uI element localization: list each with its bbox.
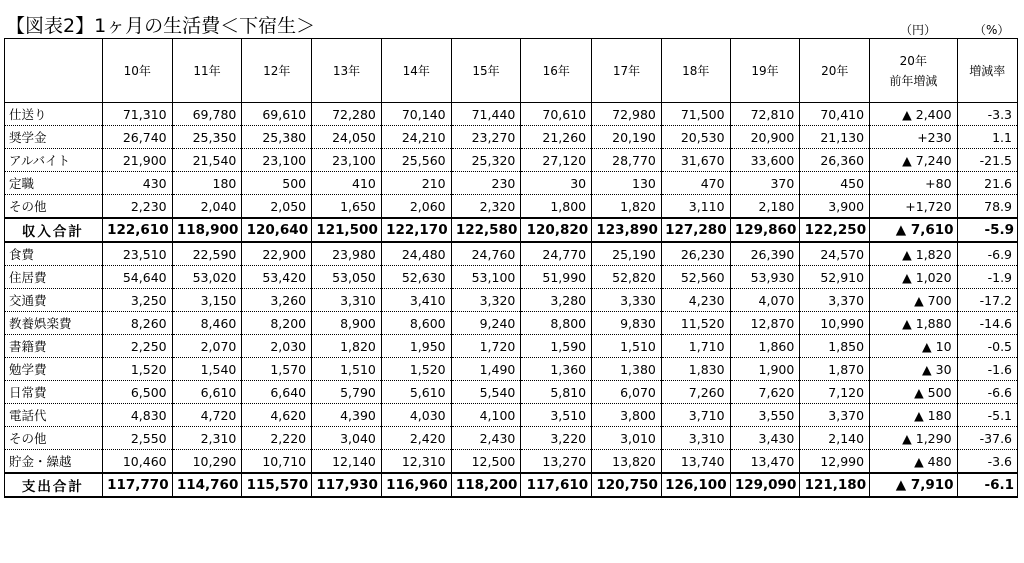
value-cell: 72,810 <box>730 103 800 126</box>
value-cell: 4,100 <box>451 404 521 427</box>
value-cell: 1,510 <box>592 335 662 358</box>
value-cell: 8,600 <box>381 312 451 335</box>
value-cell: 1,380 <box>592 358 662 381</box>
change-cell: ▲ 1,820 <box>870 242 957 266</box>
header-corner-cell <box>5 39 103 103</box>
year-header: 16年 <box>521 39 592 103</box>
value-cell: 2,320 <box>451 195 521 219</box>
value-cell: 52,820 <box>592 266 662 289</box>
value-cell: 22,590 <box>172 242 242 266</box>
table-row <box>5 450 1018 474</box>
value-cell: 115,570 <box>242 473 312 497</box>
value-cell: 121,180 <box>800 473 870 497</box>
value-cell: 3,430 <box>730 427 800 450</box>
value-cell: 116,960 <box>381 473 451 497</box>
value-cell: 2,430 <box>451 427 521 450</box>
value-cell: 53,930 <box>730 266 800 289</box>
value-cell: 117,610 <box>521 473 592 497</box>
value-cell: 22,900 <box>242 242 312 266</box>
value-cell: 2,060 <box>381 195 451 219</box>
change-cell: ▲ 7,610 <box>870 218 957 242</box>
value-cell: 25,350 <box>172 126 242 149</box>
value-cell: 2,070 <box>172 335 242 358</box>
value-cell: 3,150 <box>172 289 242 312</box>
rate-cell: -6.9 <box>957 242 1017 266</box>
value-cell: 23,100 <box>242 149 312 172</box>
table-row <box>5 427 1018 450</box>
value-cell: 23,270 <box>451 126 521 149</box>
value-cell: 20,190 <box>592 126 662 149</box>
value-cell: 2,220 <box>242 427 312 450</box>
value-cell: 52,560 <box>661 266 730 289</box>
value-cell: 25,320 <box>451 149 521 172</box>
value-cell: 4,230 <box>661 289 730 312</box>
value-cell: 24,050 <box>312 126 382 149</box>
value-cell: 10,710 <box>242 450 312 474</box>
value-cell: 1,710 <box>661 335 730 358</box>
value-cell: 117,770 <box>102 473 172 497</box>
value-cell: 26,390 <box>730 242 800 266</box>
rate-cell: -14.6 <box>957 312 1017 335</box>
change-cell: ▲ 10 <box>870 335 957 358</box>
change-cell: ▲ 2,400 <box>870 103 957 126</box>
change-cell: ▲ 480 <box>870 450 957 474</box>
value-cell: 5,610 <box>381 381 451 404</box>
change-cell: ▲ 1,880 <box>870 312 957 335</box>
value-cell: 10,460 <box>102 450 172 474</box>
value-cell: 6,640 <box>242 381 312 404</box>
value-cell: 120,750 <box>592 473 662 497</box>
value-cell: 27,120 <box>521 149 592 172</box>
value-cell: 24,210 <box>381 126 451 149</box>
value-cell: 2,250 <box>102 335 172 358</box>
change-cell: ▲ 1,020 <box>870 266 957 289</box>
year-header: 13年 <box>312 39 382 103</box>
change-cell: ▲ 700 <box>870 289 957 312</box>
row-label: 奨学金 <box>5 126 103 149</box>
value-cell: 3,900 <box>800 195 870 219</box>
value-cell: 70,410 <box>800 103 870 126</box>
row-label: 支出合計 <box>5 473 103 497</box>
rate-cell: 21.6 <box>957 172 1017 195</box>
row-label: 電話代 <box>5 404 103 427</box>
value-cell: 120,820 <box>521 218 592 242</box>
value-cell: 3,370 <box>800 404 870 427</box>
rate-cell: -1.9 <box>957 266 1017 289</box>
value-cell: 3,310 <box>661 427 730 450</box>
value-cell: 430 <box>102 172 172 195</box>
value-cell: 2,050 <box>242 195 312 219</box>
value-cell: 2,310 <box>172 427 242 450</box>
value-cell: 70,610 <box>521 103 592 126</box>
value-cell: 1,540 <box>172 358 242 381</box>
value-cell: 122,580 <box>451 218 521 242</box>
change-cell: ▲ 1,290 <box>870 427 957 450</box>
table-row <box>5 126 1018 149</box>
value-cell: 23,100 <box>312 149 382 172</box>
value-cell: 129,860 <box>730 218 800 242</box>
value-cell: 1,950 <box>381 335 451 358</box>
value-cell: 450 <box>800 172 870 195</box>
year-header: 19年 <box>730 39 800 103</box>
value-cell: 26,230 <box>661 242 730 266</box>
row-label: 教養娯楽費 <box>5 312 103 335</box>
rate-cell: -37.6 <box>957 427 1017 450</box>
value-cell: 53,100 <box>451 266 521 289</box>
value-cell: 25,560 <box>381 149 451 172</box>
value-cell: 1,650 <box>312 195 382 219</box>
value-cell: 8,900 <box>312 312 382 335</box>
value-cell: 118,200 <box>451 473 521 497</box>
table-row <box>5 404 1018 427</box>
value-cell: 2,140 <box>800 427 870 450</box>
row-label: 日常費 <box>5 381 103 404</box>
value-cell: 126,100 <box>661 473 730 497</box>
value-cell: 71,310 <box>102 103 172 126</box>
value-cell: 70,140 <box>381 103 451 126</box>
value-cell: 20,530 <box>661 126 730 149</box>
value-cell: 72,980 <box>592 103 662 126</box>
rate-cell: -1.6 <box>957 358 1017 381</box>
row-label: その他 <box>5 427 103 450</box>
value-cell: 3,710 <box>661 404 730 427</box>
value-cell: 21,540 <box>172 149 242 172</box>
value-cell: 52,910 <box>800 266 870 289</box>
value-cell: 12,990 <box>800 450 870 474</box>
value-cell: 3,550 <box>730 404 800 427</box>
value-cell: 24,570 <box>800 242 870 266</box>
value-cell: 28,770 <box>592 149 662 172</box>
value-cell: 31,670 <box>661 149 730 172</box>
value-cell: 7,120 <box>800 381 870 404</box>
year-header: 20年 <box>800 39 870 103</box>
value-cell: 3,320 <box>451 289 521 312</box>
value-cell: 24,480 <box>381 242 451 266</box>
rate-cell: 78.9 <box>957 195 1017 219</box>
value-cell: 12,310 <box>381 450 451 474</box>
rate-cell: -3.6 <box>957 450 1017 474</box>
value-cell: 21,260 <box>521 126 592 149</box>
row-label: 食費 <box>5 242 103 266</box>
value-cell: 24,770 <box>521 242 592 266</box>
value-cell: 72,280 <box>312 103 382 126</box>
value-cell: 25,380 <box>242 126 312 149</box>
value-cell: 1,720 <box>451 335 521 358</box>
value-cell: 4,720 <box>172 404 242 427</box>
value-cell: 8,260 <box>102 312 172 335</box>
value-cell: 11,520 <box>661 312 730 335</box>
rate-header: 増減率 <box>957 39 1017 103</box>
table-row <box>5 149 1018 172</box>
row-label: 収入合計 <box>5 218 103 242</box>
table-row <box>5 195 1018 219</box>
value-cell: 3,220 <box>521 427 592 450</box>
value-cell: 69,780 <box>172 103 242 126</box>
value-cell: 1,520 <box>381 358 451 381</box>
value-cell: 52,630 <box>381 266 451 289</box>
value-cell: 13,470 <box>730 450 800 474</box>
value-cell: 12,140 <box>312 450 382 474</box>
value-cell: 121,500 <box>312 218 382 242</box>
value-cell: 1,900 <box>730 358 800 381</box>
value-cell: 25,190 <box>592 242 662 266</box>
total-row <box>5 218 1018 242</box>
year-header: 14年 <box>381 39 451 103</box>
table-row <box>5 242 1018 266</box>
rate-cell: -5.9 <box>957 218 1017 242</box>
table-title: 【図表2】1ヶ月の生活費＜下宿生＞ <box>6 15 316 37</box>
change-header-label: 前年増減 <box>889 73 938 88</box>
value-cell: 4,070 <box>730 289 800 312</box>
value-cell: 71,500 <box>661 103 730 126</box>
year-header: 10年 <box>102 39 172 103</box>
table-row <box>5 358 1018 381</box>
value-cell: 9,240 <box>451 312 521 335</box>
value-cell: 13,740 <box>661 450 730 474</box>
value-cell: 1,360 <box>521 358 592 381</box>
rate-cell: -3.3 <box>957 103 1017 126</box>
value-cell: 23,510 <box>102 242 172 266</box>
year-header: 15年 <box>451 39 521 103</box>
year-header: 11年 <box>172 39 242 103</box>
value-cell: 10,290 <box>172 450 242 474</box>
value-cell: 118,900 <box>172 218 242 242</box>
value-cell: 117,930 <box>312 473 382 497</box>
value-cell: 180 <box>172 172 242 195</box>
value-cell: 1,800 <box>521 195 592 219</box>
value-cell: 20,900 <box>730 126 800 149</box>
value-cell: 1,850 <box>800 335 870 358</box>
value-cell: 3,250 <box>102 289 172 312</box>
value-cell: 1,860 <box>730 335 800 358</box>
value-cell: 33,600 <box>730 149 800 172</box>
value-cell: 122,610 <box>102 218 172 242</box>
value-cell: 8,800 <box>521 312 592 335</box>
value-cell: 71,440 <box>451 103 521 126</box>
value-cell: 5,790 <box>312 381 382 404</box>
change-header <box>870 39 957 103</box>
header-row <box>5 39 1018 103</box>
value-cell: 3,310 <box>312 289 382 312</box>
value-cell: 1,490 <box>451 358 521 381</box>
value-cell: 12,870 <box>730 312 800 335</box>
change-header-year: 20年 <box>899 53 927 68</box>
table-row <box>5 266 1018 289</box>
change-cell: ▲ 30 <box>870 358 957 381</box>
row-label: 仕送り <box>5 103 103 126</box>
value-cell: 470 <box>661 172 730 195</box>
change-cell: ▲ 7,240 <box>870 149 957 172</box>
table-row <box>5 381 1018 404</box>
value-cell: 12,500 <box>451 450 521 474</box>
value-cell: 54,640 <box>102 266 172 289</box>
value-cell: 123,890 <box>592 218 662 242</box>
value-cell: 9,830 <box>592 312 662 335</box>
table-row <box>5 103 1018 126</box>
value-cell: 7,260 <box>661 381 730 404</box>
value-cell: 53,420 <box>242 266 312 289</box>
value-cell: 3,040 <box>312 427 382 450</box>
row-label: その他 <box>5 195 103 219</box>
change-cell: +1,720 <box>870 195 957 219</box>
value-cell: 4,030 <box>381 404 451 427</box>
year-header: 12年 <box>242 39 312 103</box>
value-cell: 2,420 <box>381 427 451 450</box>
value-cell: 370 <box>730 172 800 195</box>
row-label: 住居費 <box>5 266 103 289</box>
change-cell: +230 <box>870 126 957 149</box>
value-cell: 2,180 <box>730 195 800 219</box>
rate-cell: -6.6 <box>957 381 1017 404</box>
value-cell: 10,990 <box>800 312 870 335</box>
row-label: 交通費 <box>5 289 103 312</box>
year-header: 17年 <box>592 39 662 103</box>
value-cell: 130 <box>592 172 662 195</box>
value-cell: 127,280 <box>661 218 730 242</box>
value-cell: 6,500 <box>102 381 172 404</box>
value-cell: 6,070 <box>592 381 662 404</box>
value-cell: 53,050 <box>312 266 382 289</box>
value-cell: 122,170 <box>381 218 451 242</box>
value-cell: 210 <box>381 172 451 195</box>
row-label: アルバイト <box>5 149 103 172</box>
value-cell: 2,230 <box>102 195 172 219</box>
living-expenses-table <box>4 38 1018 498</box>
value-cell: 7,620 <box>730 381 800 404</box>
rate-cell: -5.1 <box>957 404 1017 427</box>
value-cell: 1,510 <box>312 358 382 381</box>
value-cell: 3,410 <box>381 289 451 312</box>
change-cell: +80 <box>870 172 957 195</box>
value-cell: 1,590 <box>521 335 592 358</box>
value-cell: 4,390 <box>312 404 382 427</box>
value-cell: 13,270 <box>521 450 592 474</box>
value-cell: 3,800 <box>592 404 662 427</box>
value-cell: 2,040 <box>172 195 242 219</box>
row-label: 定職 <box>5 172 103 195</box>
total-row <box>5 473 1018 497</box>
table-body <box>5 103 1018 498</box>
value-cell: 3,010 <box>592 427 662 450</box>
row-label: 貯金・繰越 <box>5 450 103 474</box>
value-cell: 3,330 <box>592 289 662 312</box>
value-cell: 1,870 <box>800 358 870 381</box>
value-cell: 3,260 <box>242 289 312 312</box>
table-row <box>5 289 1018 312</box>
value-cell: 120,640 <box>242 218 312 242</box>
table-row <box>5 335 1018 358</box>
value-cell: 8,460 <box>172 312 242 335</box>
value-cell: 2,030 <box>242 335 312 358</box>
value-cell: 24,760 <box>451 242 521 266</box>
value-cell: 51,990 <box>521 266 592 289</box>
value-cell: 5,810 <box>521 381 592 404</box>
rate-cell: -21.5 <box>957 149 1017 172</box>
value-cell: 26,740 <box>102 126 172 149</box>
value-cell: 114,760 <box>172 473 242 497</box>
value-cell: 21,130 <box>800 126 870 149</box>
value-cell: 69,610 <box>242 103 312 126</box>
row-label: 書籍費 <box>5 335 103 358</box>
row-label: 勉学費 <box>5 358 103 381</box>
value-cell: 21,900 <box>102 149 172 172</box>
value-cell: 4,830 <box>102 404 172 427</box>
value-cell: 129,090 <box>730 473 800 497</box>
value-cell: 230 <box>451 172 521 195</box>
value-cell: 122,250 <box>800 218 870 242</box>
value-cell: 2,550 <box>102 427 172 450</box>
rate-cell: -6.1 <box>957 473 1017 497</box>
value-cell: 3,110 <box>661 195 730 219</box>
unit-yen-label: （円） <box>900 23 937 37</box>
value-cell: 23,980 <box>312 242 382 266</box>
value-cell: 3,280 <box>521 289 592 312</box>
value-cell: 30 <box>521 172 592 195</box>
value-cell: 1,820 <box>312 335 382 358</box>
value-cell: 13,820 <box>592 450 662 474</box>
value-cell: 26,360 <box>800 149 870 172</box>
rate-cell: 1.1 <box>957 126 1017 149</box>
value-cell: 1,830 <box>661 358 730 381</box>
value-cell: 8,200 <box>242 312 312 335</box>
change-cell: ▲ 180 <box>870 404 957 427</box>
value-cell: 53,020 <box>172 266 242 289</box>
value-cell: 1,570 <box>242 358 312 381</box>
value-cell: 1,520 <box>102 358 172 381</box>
table-row <box>5 312 1018 335</box>
table-row <box>5 172 1018 195</box>
value-cell: 4,620 <box>242 404 312 427</box>
value-cell: 5,540 <box>451 381 521 404</box>
rate-cell: -17.2 <box>957 289 1017 312</box>
change-cell: ▲ 7,910 <box>870 473 957 497</box>
value-cell: 410 <box>312 172 382 195</box>
change-cell: ▲ 500 <box>870 381 957 404</box>
year-header: 18年 <box>661 39 730 103</box>
value-cell: 3,510 <box>521 404 592 427</box>
rate-cell: -0.5 <box>957 335 1017 358</box>
unit-percent-label: （%） <box>974 23 1010 37</box>
value-cell: 3,370 <box>800 289 870 312</box>
value-cell: 1,820 <box>592 195 662 219</box>
value-cell: 500 <box>242 172 312 195</box>
value-cell: 6,610 <box>172 381 242 404</box>
